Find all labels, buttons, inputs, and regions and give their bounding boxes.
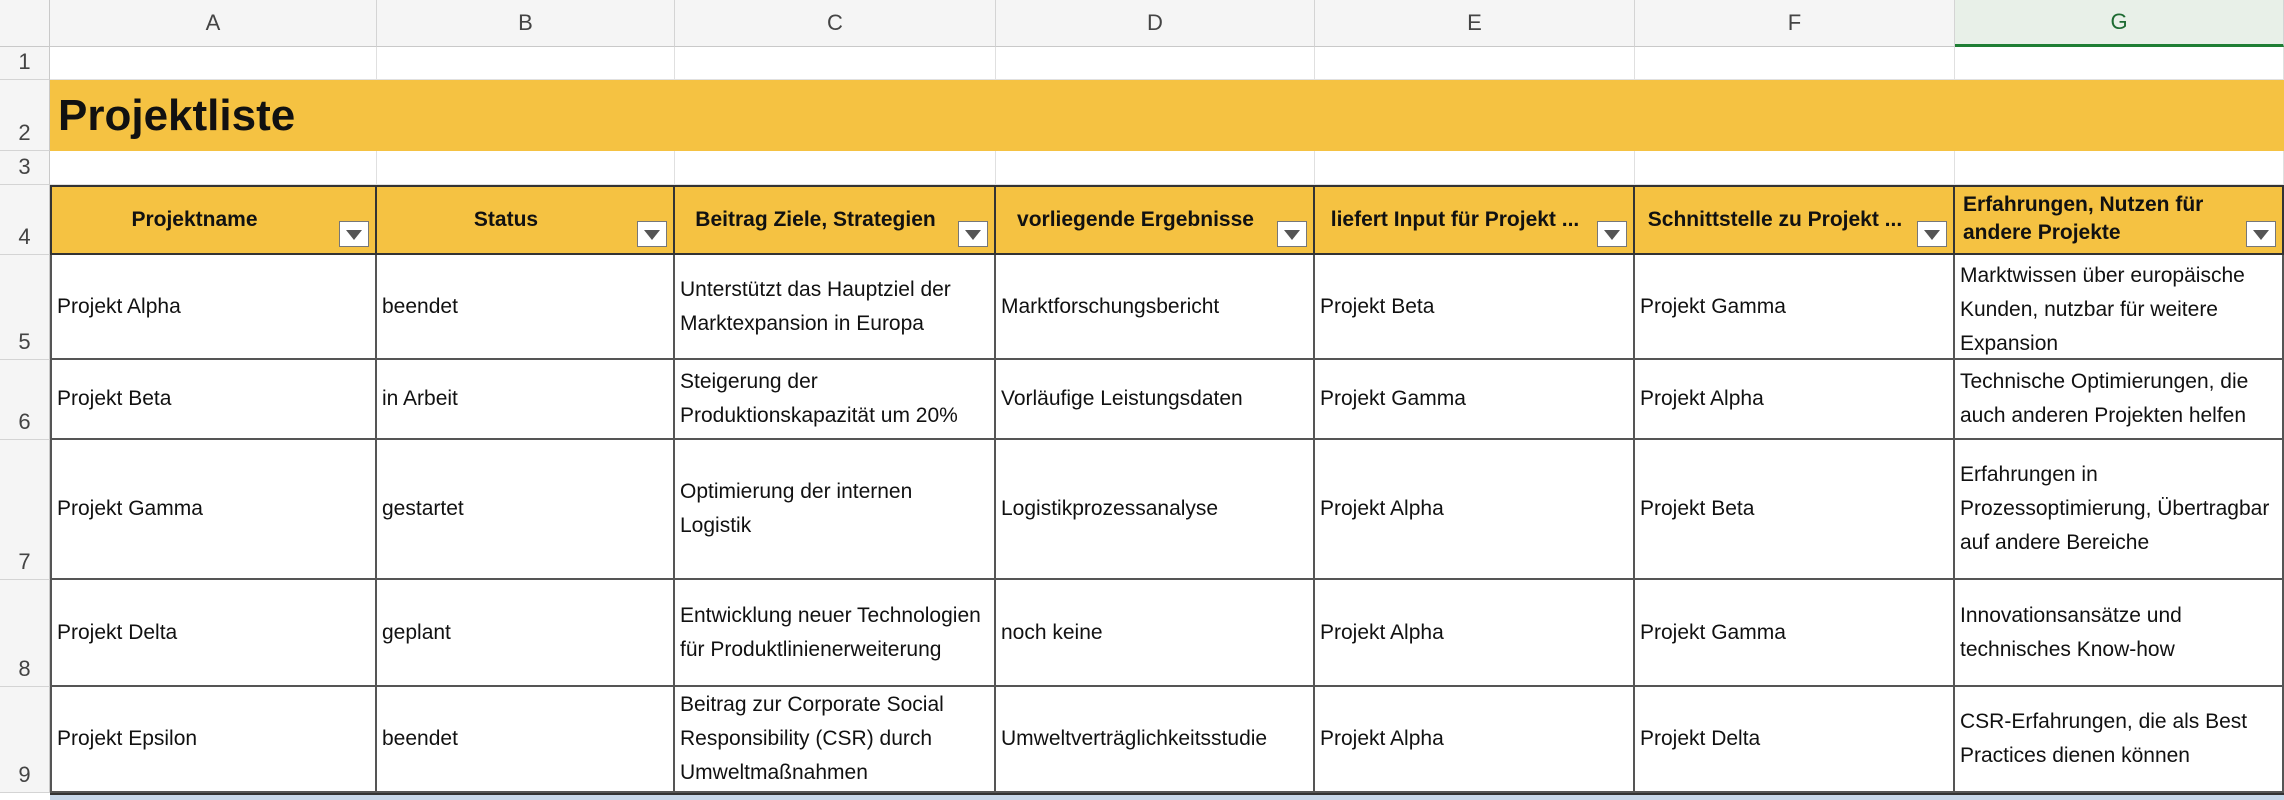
- table-cell[interactable]: Beitrag zur Corporate Social Responsibility (CSR) durch Umweltmaßnahmen: [675, 687, 996, 793]
- table-cell[interactable]: gestartet: [377, 440, 675, 580]
- cell-f1[interactable]: [1635, 47, 1955, 80]
- table-cell[interactable]: Projekt Beta: [1315, 255, 1635, 360]
- filter-dropdown-icon[interactable]: [637, 221, 667, 247]
- table-cell[interactable]: in Arbeit: [377, 360, 675, 440]
- table-cell[interactable]: Projekt Alpha: [1315, 580, 1635, 687]
- cell-d3[interactable]: [996, 151, 1315, 185]
- table-header-projektname[interactable]: [50, 185, 377, 255]
- table-cell[interactable]: Projekt Delta: [1635, 687, 1955, 793]
- table-cell[interactable]: Marktforschungsbericht: [996, 255, 1315, 360]
- cell-b1[interactable]: [377, 47, 675, 80]
- cell-e3[interactable]: [1315, 151, 1635, 185]
- column-header-f[interactable]: F: [1635, 0, 1955, 47]
- header-label: Status: [473, 208, 539, 231]
- table-cell[interactable]: Steigerung der Produktionskapazität um 20%: [675, 360, 996, 440]
- row-header-5[interactable]: 5: [0, 255, 50, 360]
- cell-a1[interactable]: [50, 47, 377, 80]
- header-label: vorliegende Ergebnisse: [1017, 208, 1254, 231]
- cell-e1[interactable]: [1315, 47, 1635, 80]
- table-cell[interactable]: Optimierung der internen Logistik: [675, 440, 996, 580]
- row-header-8[interactable]: 8: [0, 580, 50, 687]
- table-cell[interactable]: Projekt Alpha: [50, 255, 377, 360]
- filter-dropdown-icon[interactable]: [1277, 221, 1307, 247]
- cell-f3[interactable]: [1635, 151, 1955, 185]
- cell-g1[interactable]: [1955, 47, 2284, 80]
- table-cell[interactable]: geplant: [377, 580, 675, 687]
- table-header-input[interactable]: [1315, 185, 1635, 255]
- cell-c1[interactable]: [675, 47, 996, 80]
- table-cell[interactable]: beendet: [377, 687, 675, 793]
- row-header-3[interactable]: 3: [0, 151, 50, 185]
- title-cell[interactable]: [50, 80, 2284, 151]
- table-cell[interactable]: Projekt Beta: [50, 360, 377, 440]
- table-cell[interactable]: Projekt Gamma: [50, 440, 377, 580]
- table-cell[interactable]: Logistikprozessanalyse: [996, 440, 1315, 580]
- table-cell[interactable]: Projekt Alpha: [1635, 360, 1955, 440]
- table-cell[interactable]: Entwicklung neuer Technologien für Produktlinienerweiterung: [675, 580, 996, 687]
- table-cell[interactable]: Projekt Beta: [1635, 440, 1955, 580]
- header-label: Projektname: [131, 208, 258, 231]
- cell-g3[interactable]: [1955, 151, 2284, 185]
- table-cell[interactable]: Marktwissen über europäische Kunden, nutzbar für weitere Expansion: [1955, 255, 2284, 360]
- filter-dropdown-icon[interactable]: [958, 221, 988, 247]
- table-cell[interactable]: Projekt Alpha: [1315, 687, 1635, 793]
- select-all-corner[interactable]: [0, 0, 50, 47]
- table-cell[interactable]: Technische Optimierungen, die auch anderen Projekten helfen: [1955, 360, 2284, 440]
- table-cell[interactable]: Projekt Gamma: [1635, 580, 1955, 687]
- table-header-status[interactable]: [377, 185, 675, 255]
- cell-d1[interactable]: [996, 47, 1315, 80]
- page-title: Projektliste: [58, 90, 296, 140]
- row-header-2[interactable]: 2: [0, 80, 50, 151]
- table-cell[interactable]: Projekt Gamma: [1635, 255, 1955, 360]
- column-header-a[interactable]: A: [50, 0, 377, 47]
- row-header-6[interactable]: 6: [0, 360, 50, 440]
- row-header-9[interactable]: 9: [0, 687, 50, 793]
- table-cell[interactable]: Projekt Alpha: [1315, 440, 1635, 580]
- cell-a3[interactable]: [50, 151, 377, 185]
- table-cell[interactable]: Projekt Gamma: [1315, 360, 1635, 440]
- row-header-7[interactable]: 7: [0, 440, 50, 580]
- filter-dropdown-icon[interactable]: [1597, 221, 1627, 247]
- header-label: Beitrag Ziele, Strategien: [695, 208, 936, 231]
- table-header-beitrag[interactable]: [675, 185, 996, 255]
- column-header-c[interactable]: C: [675, 0, 996, 47]
- table-cell[interactable]: Erfahrungen in Prozessoptimierung, Übertragbar auf andere Bereiche: [1955, 440, 2284, 580]
- table-cell[interactable]: Unterstützt das Hauptziel der Marktexpansion in Europa: [675, 255, 996, 360]
- row-header-1[interactable]: 1: [0, 47, 50, 80]
- cell-b3[interactable]: [377, 151, 675, 185]
- table-header-schnittstelle[interactable]: [1635, 185, 1955, 255]
- table-cell[interactable]: Projekt Epsilon: [50, 687, 377, 793]
- table-header-erfahrungen[interactable]: [1955, 185, 2284, 255]
- filter-dropdown-icon[interactable]: [2246, 221, 2276, 247]
- column-header-e[interactable]: E: [1315, 0, 1635, 47]
- table-header-ergebnisse[interactable]: [996, 185, 1315, 255]
- table-cell[interactable]: noch keine: [996, 580, 1315, 687]
- table-cell[interactable]: Umweltverträglichkeitsstudie: [996, 687, 1315, 793]
- filter-dropdown-icon[interactable]: [1917, 221, 1947, 247]
- next-row-band: [50, 793, 2284, 800]
- row-header-4[interactable]: 4: [0, 185, 50, 255]
- table-cell[interactable]: Innovationsansätze und technisches Know-how: [1955, 580, 2284, 687]
- header-label: liefert Input für Projekt ...: [1330, 208, 1580, 231]
- cell-c3[interactable]: [675, 151, 996, 185]
- column-header-d[interactable]: D: [996, 0, 1315, 47]
- header-label: Erfahrungen, Nutzen für andere Projekte: [1963, 193, 2204, 244]
- column-header-b[interactable]: B: [377, 0, 675, 47]
- header-label: Schnittstelle zu Projekt ...: [1647, 208, 1903, 231]
- table-cell[interactable]: beendet: [377, 255, 675, 360]
- column-header-g[interactable]: G: [1955, 0, 2284, 47]
- table-cell[interactable]: Projekt Delta: [50, 580, 377, 687]
- table-cell[interactable]: Vorläufige Leistungsdaten: [996, 360, 1315, 440]
- filter-dropdown-icon[interactable]: [339, 221, 369, 247]
- table-cell[interactable]: CSR-Erfahrungen, die als Best Practices dienen können: [1955, 687, 2284, 793]
